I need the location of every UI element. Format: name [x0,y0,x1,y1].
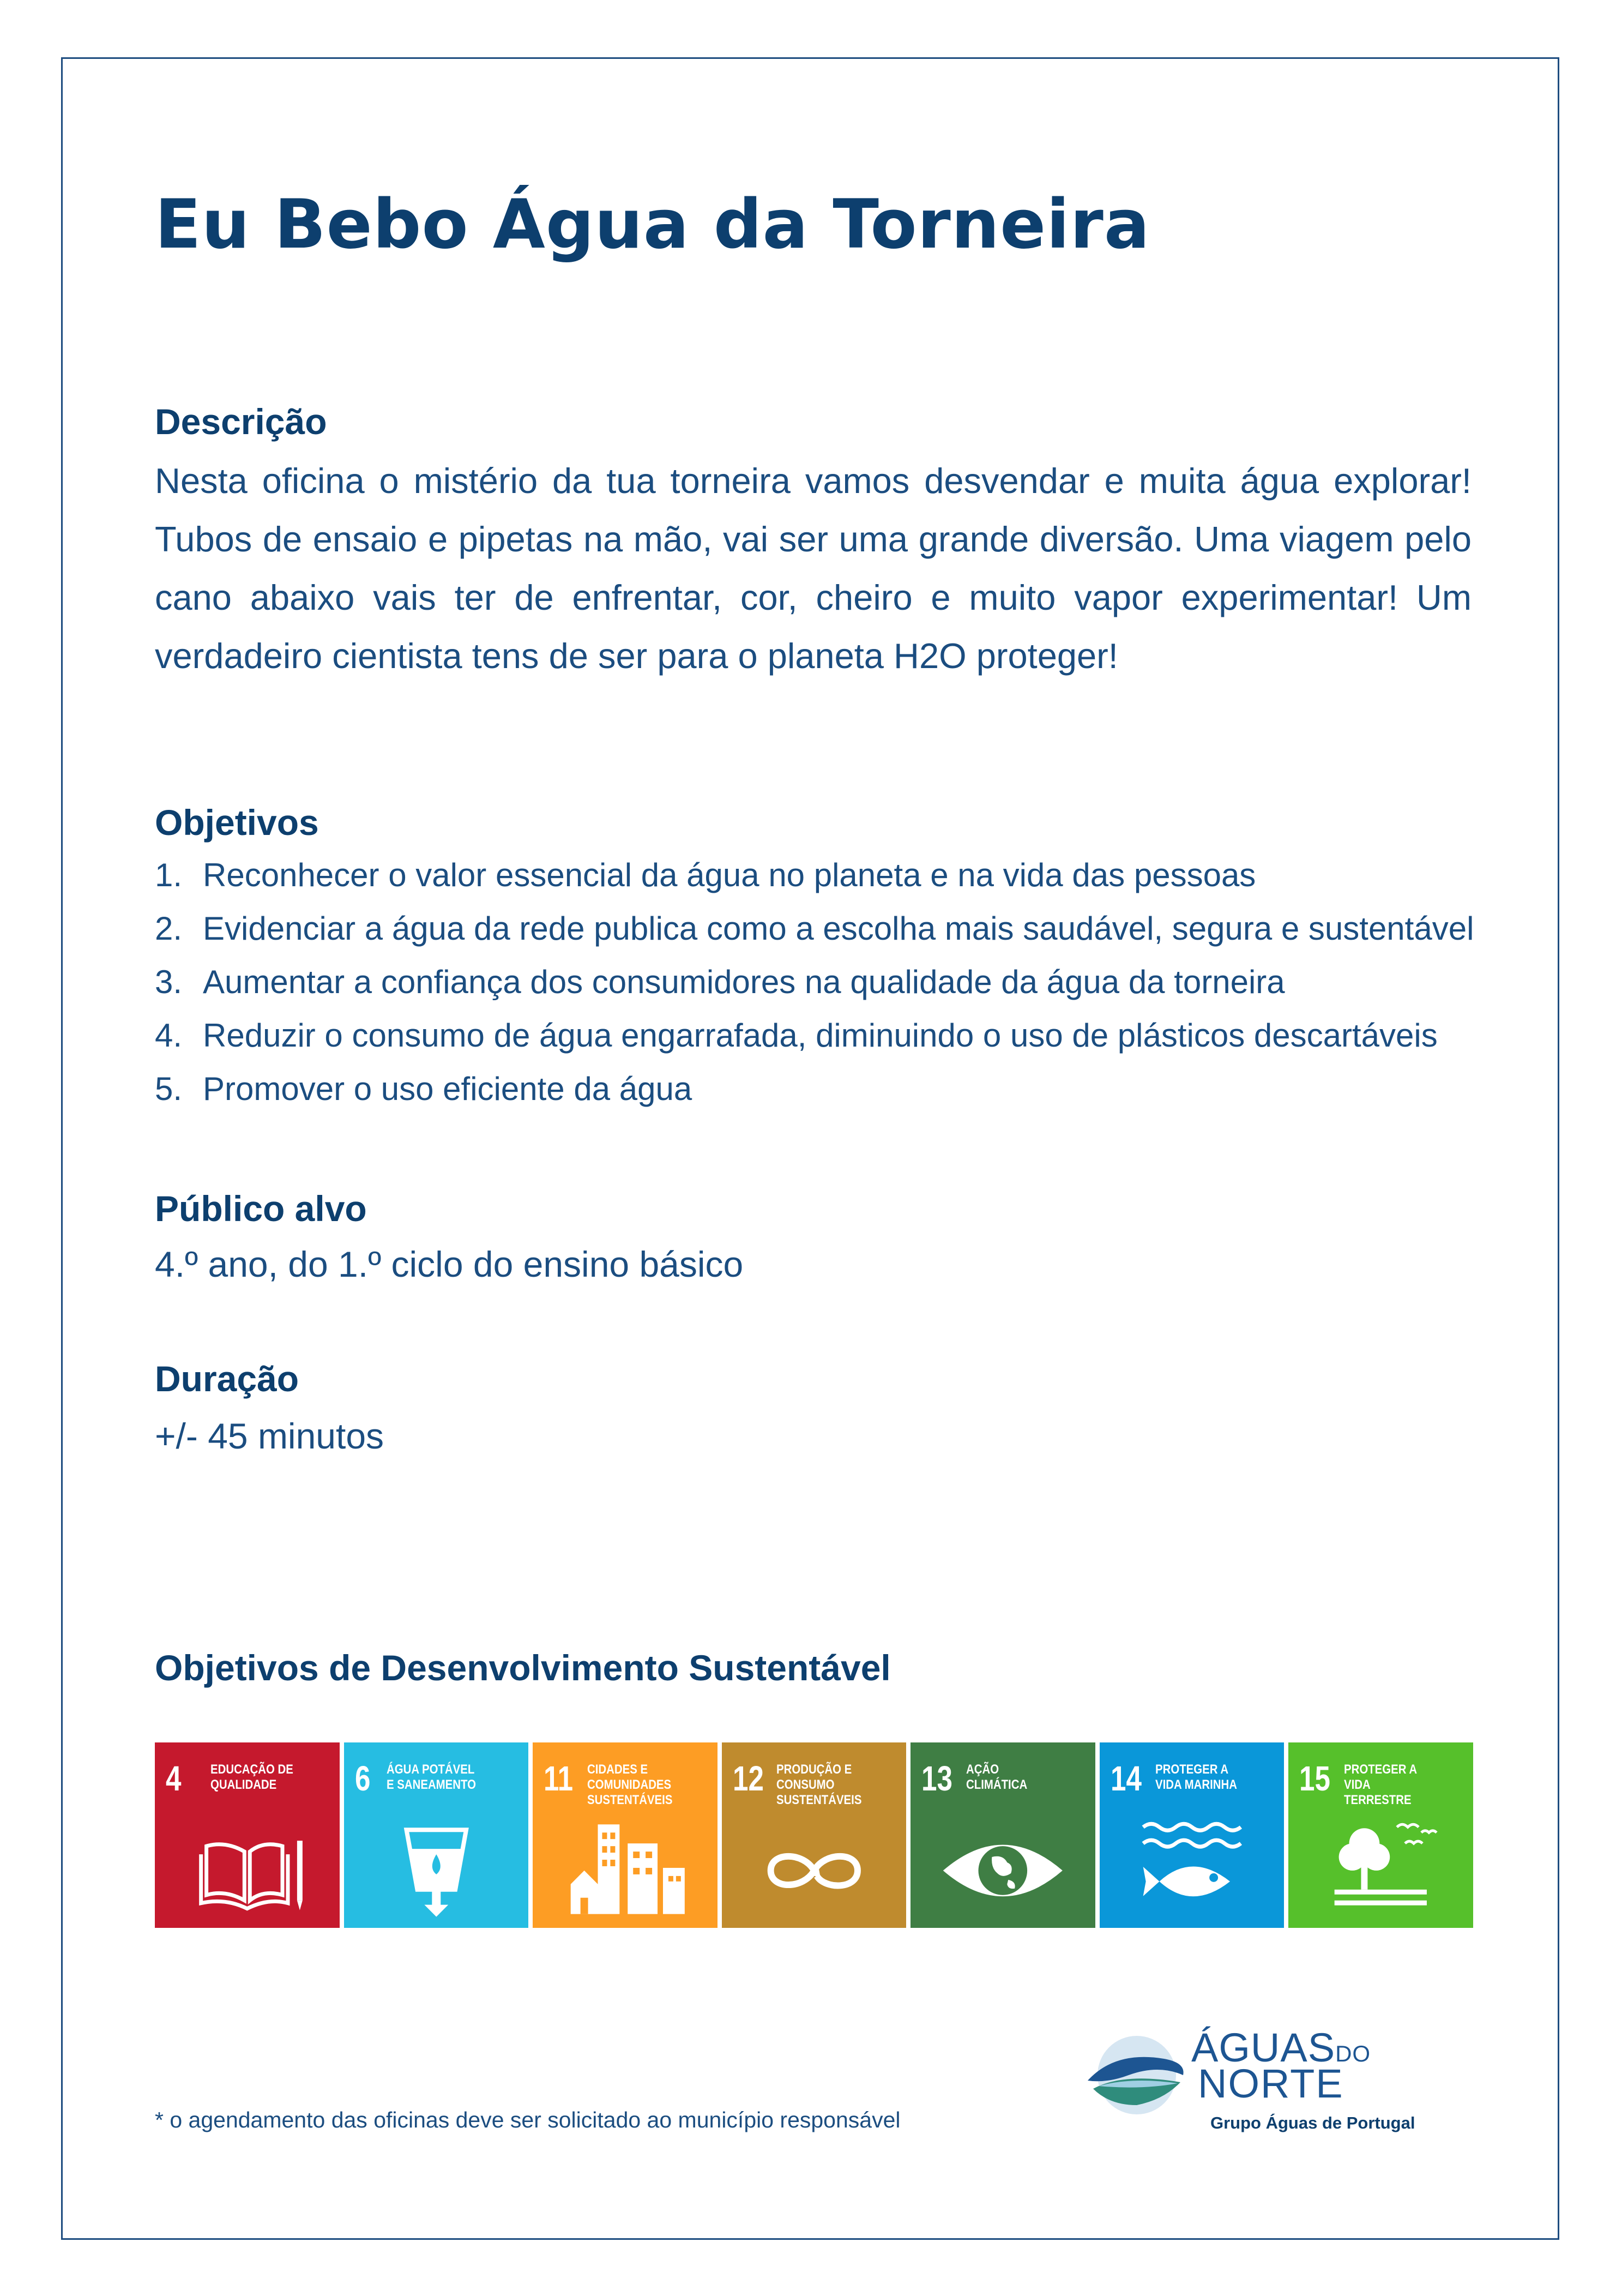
page-title: Eu Bebo Água da Torneira [155,185,1150,264]
sdg-tile-13: 13 AÇÃO CLIMÁTICA [911,1742,1095,1928]
list-item: 1. Reconhecer o valor essencial da água no planeta e na vida das pessoas [155,857,1256,893]
tree-birds-icon [1288,1802,1473,1922]
list-item: 4. Reduzir o consumo de água engarrafada, diminuindo o uso de plásticos descartáveis [155,1017,1438,1054]
infinity-loop-icon [722,1802,907,1922]
duracao-text: +/- 45 minutos [155,1416,384,1456]
eye-globe-icon [911,1802,1095,1922]
sdg-tile-12: 12 PRODUÇÃO E CONSUMO SUSTENTÁVEIS [722,1742,907,1928]
wave-logo-icon [1077,2029,1191,2116]
list-item: 3. Aumentar a confiança dos consumidores na qualidade da água da torneira [155,964,1285,1000]
descricao-heading: Descrição [155,401,327,442]
city-buildings-icon [533,1802,717,1922]
sdg-tile-11: 11 CIDADES E COMUNIDADES SUSTENTÁVEIS [533,1742,717,1928]
sdg-tile-6: 6 ÁGUA POTÁVEL E SANEAMENTO [344,1742,529,1928]
objetivos-list [155,856,1474,1123]
publico-text: 4.º ano, do 1.º ciclo do ensino básico [155,1244,744,1284]
water-glass-icon [344,1802,529,1922]
sdg-tile-14: 14 PROTEGER A VIDA MARINHA [1100,1742,1285,1928]
logo-group-name: Grupo Águas de Portugal [1210,2113,1415,2132]
sdg-tile-15: 15 PROTEGER A VIDA TERRESTRE [1288,1742,1473,1928]
sdg-icons-row [155,1742,1473,1928]
ods-heading: Objetivos de Desenvolvimento Sustentável [155,1648,891,1688]
book-pencil-icon [155,1802,340,1922]
logo-word-norte: NORTE [1198,2061,1344,2106]
list-item: 5. Promover o uso eficiente da água [155,1071,692,1107]
publico-heading: Público alvo [155,1188,367,1229]
footnote: * o agendamento das oficinas deve ser solicitado ao município responsável [155,2107,901,2132]
duracao-heading: Duração [155,1359,299,1399]
fish-waves-icon [1100,1802,1285,1922]
list-item: 2. Evidenciar a água da rede publica como a escolha mais saudável, segura e sustentável [155,910,1474,947]
descricao-text: Nesta oficina o mistério da tua torneira vamos desvendar e muita água explorar! Tubos de ensaio e pipetas na mão, vai ser uma grande diversão. Uma viagem pelo cano abaixo vais ter de enfrentar, cor, cheiro e muito vapor experimentar! Um verdadeiro cientista tens de ser para o planeta H2O proteger! [155,461,1472,676]
sdg-tile-4: 4 EDUCAÇÃO DE QUALIDADE [155,1742,340,1928]
aguas-do-norte-logo [1077,2023,1469,2160]
objetivos-heading: Objetivos [155,802,319,843]
logo-word-aguas: ÁGUASDO [1191,2025,1371,2070]
